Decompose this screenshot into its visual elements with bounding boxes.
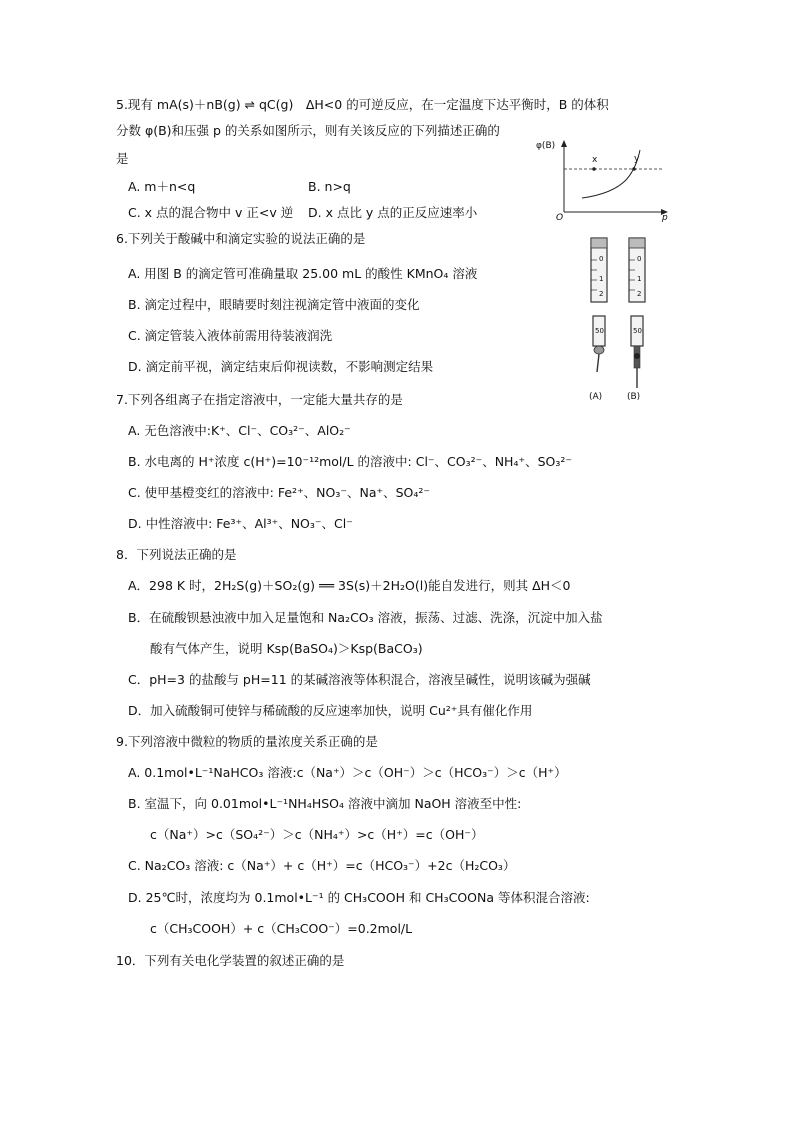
point-x	[592, 167, 596, 171]
q6-option-a: A. 用图 B 的滴定管可准确量取 25.00 mL 的酸性 KMnO₄ 溶液	[128, 266, 478, 281]
q8-option-d: D．加入硫酸铜可使锌与稀硫酸的反应速率加快，说明 Cu²⁺具有催化作用	[128, 703, 533, 718]
q10-stem: 10．下列有关电化学装置的叙述正确的是	[116, 953, 345, 968]
q7-option-c: C. 使甲基橙变红的溶液中: Fe²⁺、NO₃⁻、Na⁺、SO₄²⁻	[128, 485, 430, 500]
q5-option-c: C. x 点的混合物中 v 正<v 逆	[128, 205, 294, 220]
point-y	[632, 167, 636, 171]
q5-graph-ylabel: φ(B)	[536, 141, 556, 151]
q6-stem: 6.下列关于酸碱中和滴定实验的说法正确的是	[116, 231, 366, 246]
q7-option-d: D. 中性溶液中: Fe³⁺、Al³⁺、NO₃⁻、Cl⁻	[128, 516, 353, 531]
q6-tick-50-b: 50	[633, 327, 642, 335]
q6-option-d: D. 滴定前平视，滴定结束后仰视读数，不影响测定结果	[128, 359, 434, 374]
burette-a-tip	[597, 354, 599, 372]
q6-option-b: B. 滴定过程中，眼睛要时刻注视滴定管中液面的变化	[128, 297, 420, 312]
q9-option-a: A. 0.1mol•L⁻¹NaHCO₃ 溶液:c（Na⁺）＞c（OH⁻）＞c（HCO₃⁻）＞c（H⁺）	[128, 765, 567, 780]
q5-graph-point-x-label: x	[592, 155, 598, 165]
curve	[582, 150, 640, 198]
q9-option-b-line1: B. 室温下，向 0.01mol•L⁻¹NH₄HSO₄ 溶液中滴加 NaOH 溶液至中性:	[128, 796, 522, 811]
q8-option-a: A．298 K 时，2H₂S(g)＋SO₂(g) ══ 3S(s)＋2H₂O(l)能自发进行，则其 ΔH＜0	[128, 578, 571, 593]
q5-stem-line3: 是	[116, 151, 129, 166]
q7-stem: 7.下列各组离子在指定溶液中，一定能大量共存的是	[116, 392, 403, 407]
q7-option-a: A. 无色溶液中:K⁺、Cl⁻、CO₃²⁻、AlO₂⁻	[128, 423, 351, 438]
q5-graph-xlabel: p	[662, 213, 668, 223]
q8-option-b-line1: B．在硫酸钡悬浊液中加入足量饱和 Na₂CO₃ 溶液，振荡、过滤、洗涤，沉淀中加入盐	[128, 610, 603, 625]
q5-stem-line1: 5.现有 mA(s)＋nB(g) ⇌ qC(g) ΔH<0 的可逆反应，在一定温度下达平衡时，B 的体积	[116, 97, 609, 112]
q9-option-d-line2: c（CH₃COOH）+ c（CH₃COO⁻）=0.2mol/L	[150, 921, 413, 936]
q5-graph-origin: O	[556, 213, 564, 223]
q5-option-b: B. n>q	[308, 179, 351, 194]
q5-option-a: A. m＋n<q	[128, 179, 196, 194]
q6-tick-50-a: 50	[595, 327, 604, 335]
q9-stem: 9.下列溶液中微粒的物质的量浓度关系正确的是	[116, 734, 378, 749]
q6-label-b: (B)	[627, 392, 641, 402]
q7-option-b: B. 水电离的 H⁺浓度 c(H⁺)=10⁻¹²mol/L 的溶液中: Cl⁻、CO₃²⁻、NH₄⁺、SO₃²⁻	[128, 454, 572, 469]
q6-tick-1-b: 1	[637, 275, 642, 283]
q6-burette-svg	[585, 234, 667, 406]
q6-tick-2-a: 2	[599, 290, 604, 298]
q6-tick-2-b: 2	[637, 290, 642, 298]
q6-tick-1-a: 1	[599, 275, 604, 283]
q5-graph-point-y-label: y	[634, 154, 640, 164]
burette-b-bead	[634, 353, 640, 359]
q5-option-d: D. x 点比 y 点的正反应速率小	[308, 205, 478, 220]
q6-burette-figure	[585, 234, 667, 406]
burette-a-stopcock	[594, 346, 604, 354]
q6-tick-0-a: 0	[599, 255, 604, 263]
q8-stem: 8．下列说法正确的是	[116, 547, 237, 562]
q9-option-c: C. Na₂CO₃ 溶液: c（Na⁺）+ c（H⁺）=c（HCO₃⁻）+2c（H₂CO₃）	[128, 858, 516, 873]
q9-option-d-line1: D. 25℃时，浓度均为 0.1mol•L⁻¹ 的 CH₃COOH 和 CH₃COONa 等体积混合溶液:	[128, 890, 590, 905]
q5-graph	[530, 136, 670, 224]
q5-stem-line2: 分数 φ(B)和压强 p 的关系如图所示，则有关该反应的下列描述正确的	[116, 123, 500, 138]
burette-a-cap	[591, 238, 607, 248]
q8-option-c: C．pH=3 的盐酸与 pH=11 的某碱溶液等体积混合，溶液呈碱性，说明该碱为强碱	[128, 672, 591, 687]
q9-option-b-line2: c（Na⁺）>c（SO₄²⁻）＞c（NH₄⁺）>c（H⁺）=c（OH⁻）	[150, 827, 484, 842]
q8-option-b-line2: 酸有气体产生，说明 Ksp(BaSO₄)＞Ksp(BaCO₃)	[150, 641, 423, 656]
q6-tick-0-b: 0	[637, 255, 642, 263]
q6-label-a: (A)	[589, 392, 603, 402]
y-axis-arrow	[561, 140, 567, 147]
burette-b-cap	[629, 238, 645, 248]
q6-option-c: C. 滴定管装入液体前需用待装液润洗	[128, 328, 333, 343]
